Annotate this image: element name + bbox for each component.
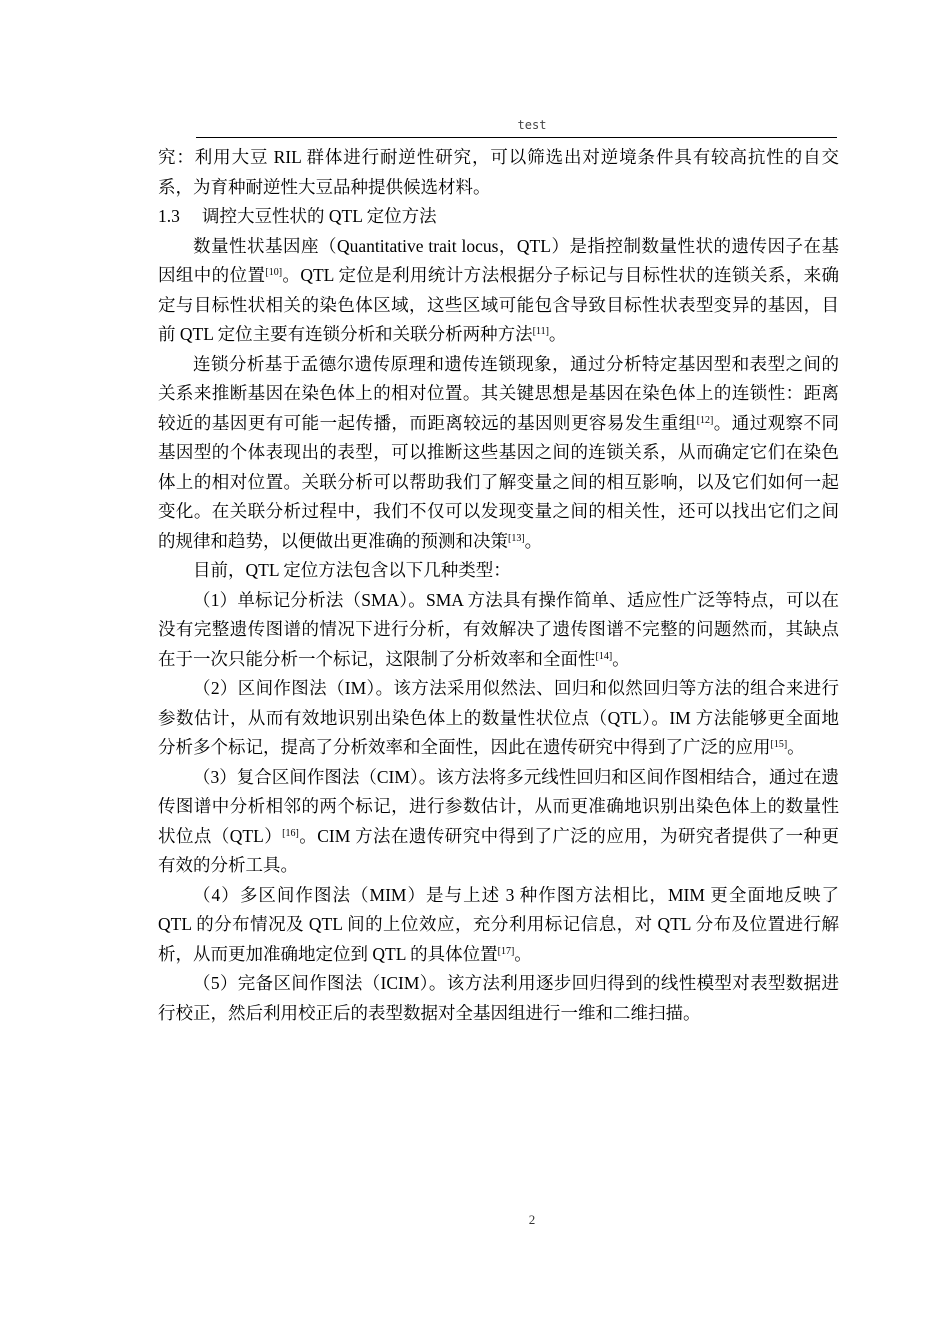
citation-12[interactable]: [12] (696, 414, 714, 426)
citation-16[interactable]: [16] (282, 827, 299, 839)
paragraph-text: 。QTL 定位是利用统计方法根据分子标记与目标性状的连锁关系，来确定与目标性状相关的染色体区域，这些区域可能包含导致目标性状表型变异的基因，目前 QTL 定位主要有连锁分析和关联分析两种方法 (158, 265, 840, 344)
paragraph-text: 。 (514, 943, 532, 964)
paragraph-text: 。 (787, 737, 805, 757)
paragraph-continuation (158, 143, 839, 202)
section-title: 调控大豆性状的 QTL 定位方法 (202, 206, 437, 226)
paragraph-linkage-analysis (158, 350, 839, 557)
page-header: test (517, 118, 547, 132)
citation-15[interactable]: [15] (770, 739, 788, 750)
paragraph-text: 数量性状基因座（Quantitative trait locus，QTL）是指控制数量性状的遗传因子在基因组中的位置 (158, 235, 839, 285)
paragraph-text: 连锁分析基于孟德尔遗传原理和遗传连锁现象，通过分析特定基因型和表型之间的关系来推断基因在染色体上的相对位置。其关键思想是基因在染色体上的连锁性：距离较近的基因更有可能一起传播，而距离较远的基因则更容易发生重组 (158, 353, 839, 433)
paragraph-method-im (158, 674, 839, 763)
citation-13[interactable]: [13] (508, 532, 525, 544)
paragraph-text: （3）复合区间作图法（CIM）。该方法将多元线性回归和区间作图相结合，通过在遗传图谱中分析相邻的两个标记，进行参数估计，从而更准确地识别出染色体上的数量性状位点（QTL） (158, 766, 839, 846)
paragraph-text: 。通过观察不同基因型的个体表现出的表型，可以推断这些基因之间的连锁关系，从而确定它们在染色体上的相对位置。关联分析可以帮助我们了解变量之间的相互影响，以及它们如何一起变化。在关联分析过程中，我们不仅可以发现变量之间的相关性，还可以找出它们之间的规律和趋势，以便做出更准确的预测和决策 (158, 412, 840, 551)
paragraph-text: （4）多区间作图法（MIM）是与上述 3 种作图方法相比，MIM 更全面地反映了 QTL 的分布情况及 QTL 间的上位效应，充分利用标记信息，对 QTL 分布及位置进行解析，从而更加准确地定位到 QTL 的具体位置 (158, 884, 839, 964)
paragraph-method-intro (158, 556, 839, 586)
paragraph-method-sma (158, 586, 839, 675)
page-number: 2 (528, 1212, 536, 1227)
paragraph-text: （5）完备区间作图法（ICIM）。该方法利用逐步回归得到的线性模型对表型数据进行校正，然后利用校正后的表型数据对全基因组进行一维和二维扫描。 (158, 973, 839, 1023)
paragraph-text: （2）区间作图法（IM）。该方法采用似然法、回归和似然回归等方法的组合来进行参数估计，从而有效地识别出染色体上的数量性状位点（QTL）。IM 方法能够更全面地分析多个标记，提高了分析效率和全面性，因此在遗传研究中得到了广泛的应用 (158, 678, 839, 757)
paragraph-method-cim (158, 763, 839, 881)
citation-17[interactable]: [17] (497, 945, 515, 957)
paragraph-text: 。 (548, 324, 567, 344)
citation-11[interactable]: [11] (532, 326, 549, 337)
paragraph-qtl-definition (158, 232, 839, 350)
citation-10[interactable]: [10] (265, 267, 283, 278)
section-heading (158, 202, 839, 232)
paragraph-text: 究：利用大豆 RIL 群体进行耐逆性研究，可以筛选出对逆境条件具有较高抗性的自交系，为育种耐逆性大豆品种提供候选材料。 (158, 147, 839, 197)
header-rule (196, 137, 837, 138)
paragraph-text: 目前，QTL 定位方法包含以下几种类型： (193, 560, 511, 580)
paragraph-method-mim (158, 881, 839, 970)
paragraph-method-icim (158, 969, 839, 1028)
section-number: 1.3 (158, 206, 180, 226)
paragraph-text: 。CIM 方法在遗传研究中得到了广泛的应用，为研究者提供了一种更有效的分析工具。 (158, 825, 839, 875)
body-text (158, 143, 839, 1028)
citation-14[interactable]: [14] (595, 650, 613, 662)
paragraph-text: （1）单标记分析法（SMA）。SMA 方法具有操作简单、适应性广泛等特点，可以在没有完整遗传图谱的情况下进行分析，有效解决了遗传图谱不完整的问题然而，其缺点在于一次只能分析一个标记，这限制了分析效率和全面性 (158, 589, 839, 669)
paragraph-text: 。 (612, 648, 630, 669)
paragraph-text: 。 (524, 530, 543, 551)
